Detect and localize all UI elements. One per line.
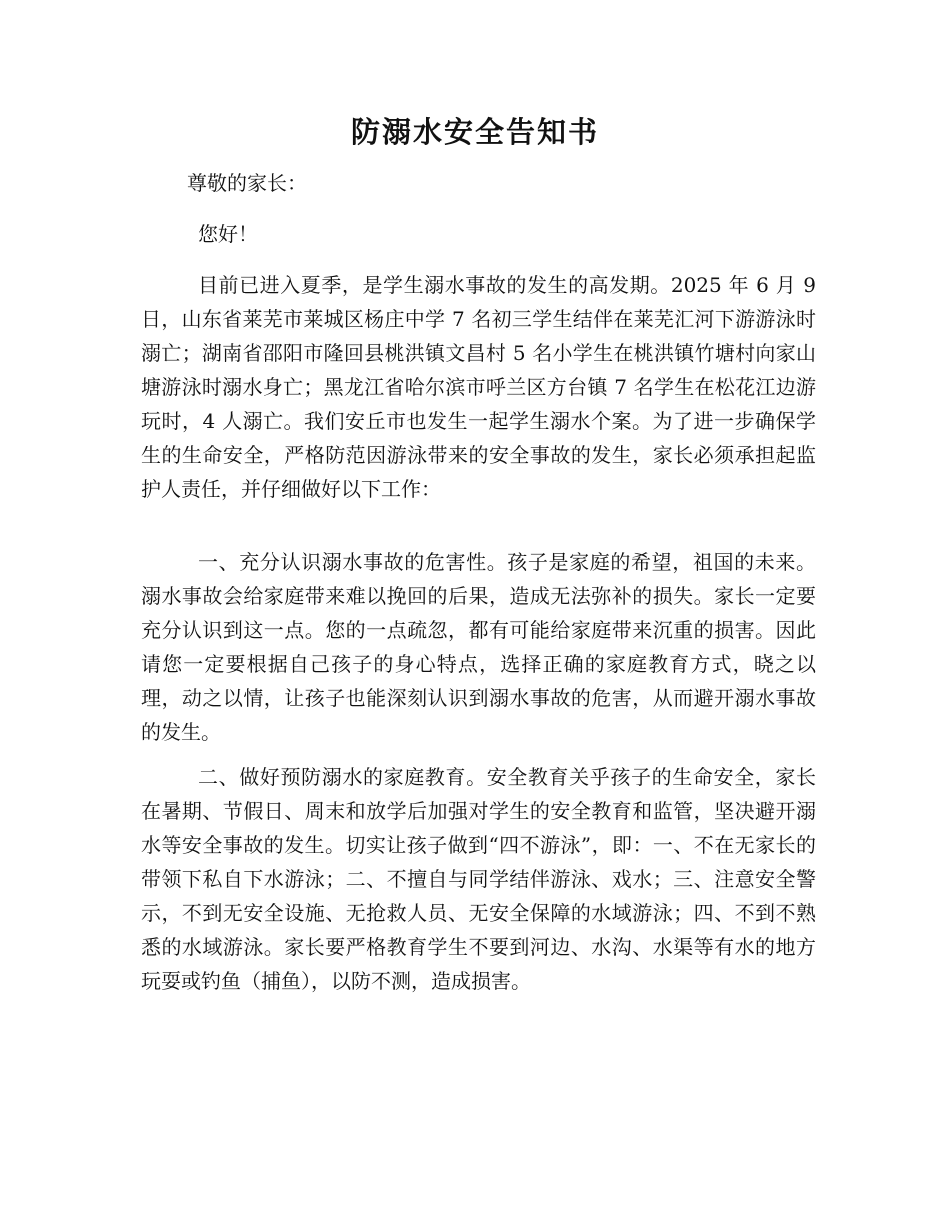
section-one-paragraph: 一、充分认识溺水事故的危害性。孩子是家庭的希望，祖国的未来。溺水事故会给家庭带来难以挽回的后果，造成无法弥补的损失。家长一定要充分认识到这一点。您的一点疏忽，都有可能给家庭带来沉重的损害。因此请您一定要根据自己孩子的身心特点，选择正确的家庭教育方式，晓之以理，动之以情，让孩子也能深刻认识到溺水事故的危害，从而避开溺水事故的发生。 — [141, 550, 816, 744]
section-two-paragraph: 二、做好预防溺水的家庭教育。安全教育关乎孩子的生命安全，家长在暑期、节假日、周末和放学后加强对学生的安全教育和监管，坚决避开溺水等安全事故的发生。切实让孩子做到“四不游泳”，即：一、不在无家长的带领下私自下水游泳；二、不擅自与同学结伴游泳、戏水；三、注意安全警示，不到无安全设施、无抢救人员、无安全保障的水域游泳；四、不到不熟悉的水域游泳。家长要严格教育学生不要到河边、水沟、水渠等有水的地方玩耍或钓鱼（捕鱼），以防不测，造成损害。 — [141, 765, 816, 993]
salutation: 尊敬的家长： — [187, 171, 307, 195]
greeting: 您好！ — [198, 222, 258, 246]
intro-paragraph: 目前已进入夏季，是学生溺水事故的发生的高发期。2025 年 6 月 9 日，山东省莱芜市莱城区杨庄中学 7 名初三学生结伴在莱芜汇河下游游泳时溺亡；湖南省邵阳市隆回县桃洪镇文昌村 5 名小学生在桃洪镇竹塘村向家山塘游泳时溺水身亡；黑龙江省哈尔滨市呼兰区方台镇 7 名学生在松花江边游玩时，4 人溺亡。我们安丘市也发生一起学生溺水个案。为了进一步确保学生的生命安全，严格防范因游泳带来的安全事故的发生，家长必须承担起监护人责任，并仔细做好以下工作： — [141, 273, 816, 501]
document-title: 防溺水安全告知书 — [350, 115, 599, 149]
